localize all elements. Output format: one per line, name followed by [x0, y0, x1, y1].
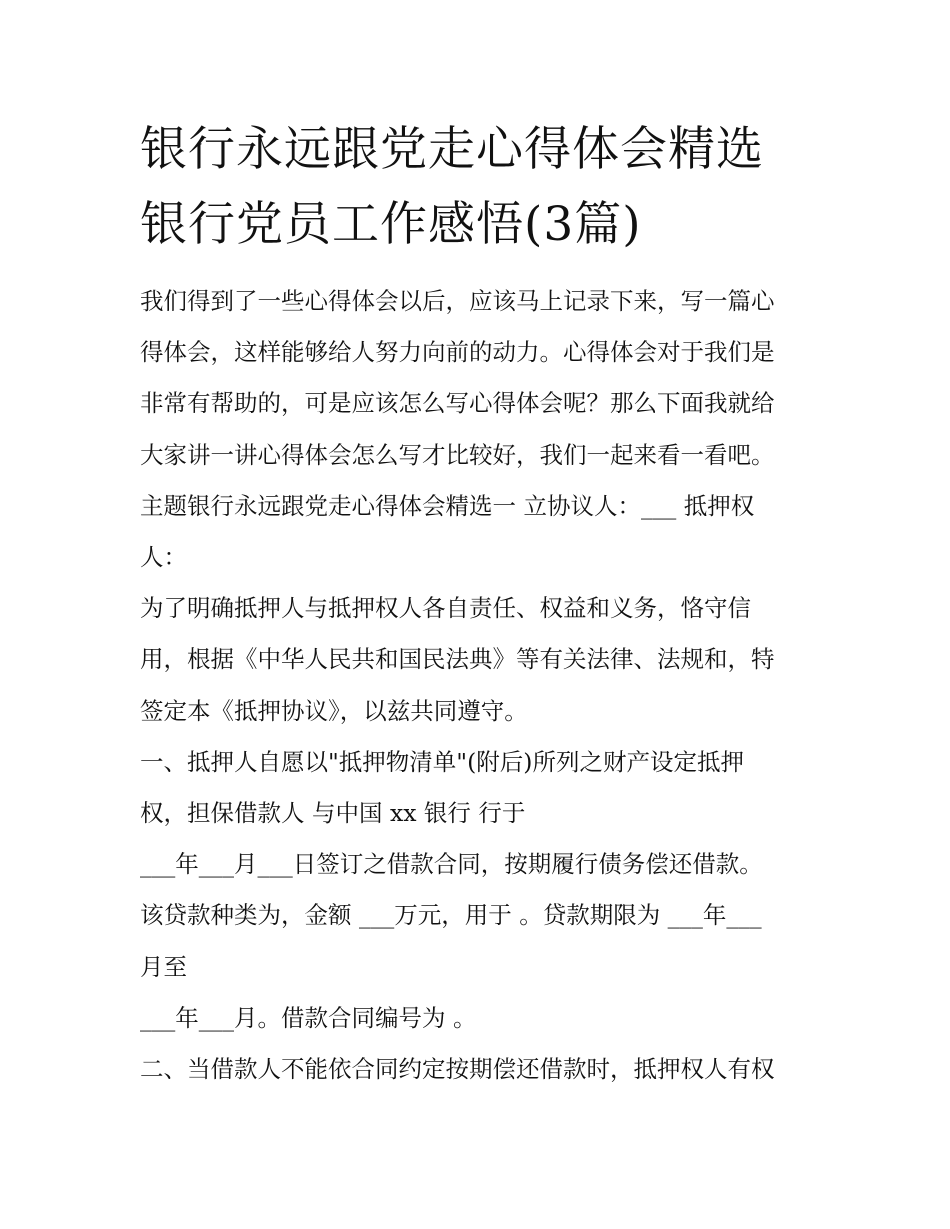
body-line: 非常有帮助的，可是应该怎么写心得体会呢？那么下面我就给: [140, 389, 775, 418]
body-line: ___年___月。借款合同编号为 。: [140, 1003, 477, 1032]
document-body: [140, 276, 830, 1095]
body-line: 用，根据《中华人民共和国民法典》等有关法律、法规和，特: [140, 645, 775, 674]
title-line-2: 银行党员工作感悟(3篇): [140, 197, 642, 252]
title-line-1: 银行永远跟党走心得体会精选: [140, 122, 764, 177]
body-line: 人：: [140, 543, 187, 572]
body-line: 为了明确抵押人与抵押权人各自责任、权益和义务，恪守信: [140, 594, 751, 623]
body-line: 二、当借款人不能依合同约定按期偿还借款时，抵押权人有权: [140, 1055, 775, 1084]
body-line: 月至: [140, 952, 187, 981]
body-line: 一、抵押人自愿以"抵押物清单"(附后)所列之财产设定抵押: [140, 747, 744, 776]
body-line: 该贷款种类为，金额 ___万元，用于 。贷款期限为 ___年___: [140, 901, 762, 930]
body-line: 我们得到了一些心得体会以后，应该马上记录下来，写一篇心: [140, 287, 775, 315]
body-line: 主题银行永远跟党走心得体会精选一 立协议人：___ 抵押权: [140, 491, 755, 520]
body-line: 得体会，这样能够给人努力向前的动力。心得体会对于我们是: [140, 338, 775, 367]
document-title: [140, 112, 830, 262]
body-line: 签定本《抵押协议》，以兹共同遵守。: [140, 696, 528, 725]
body-line: 大家讲一讲心得体会怎么写才比较好，我们一起来看一看吧。: [140, 440, 775, 469]
body-line: ___年___月___日签订之借款合同，按期履行债务偿还借款。: [140, 850, 763, 879]
body-line: 权，担保借款人 与中国 xx 银行 行于: [140, 799, 526, 828]
